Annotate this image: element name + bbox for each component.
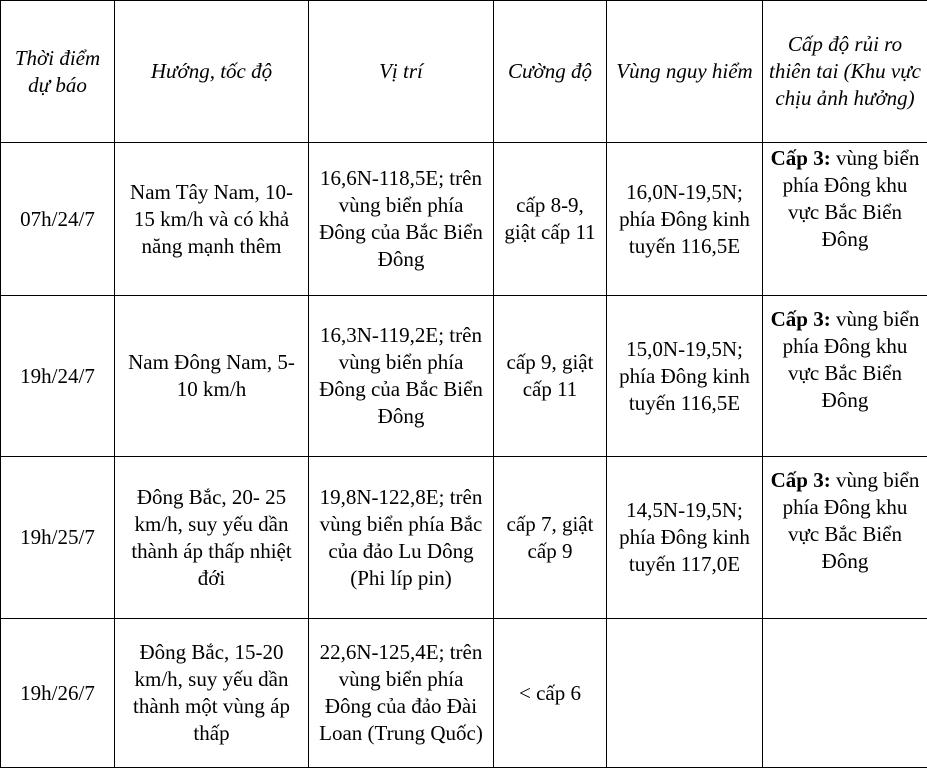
- risk-text: vùng biển phía Đông khu vực Bắc Biển Đông: [783, 307, 920, 412]
- cell-time: 19h/24/7: [1, 296, 115, 457]
- table-row: [1, 143, 927, 296]
- cell-risk-level: [763, 457, 927, 619]
- risk-text: vùng biển phía Đông khu vực Bắc Biển Đông: [783, 468, 920, 573]
- cell-risk-level: [763, 296, 927, 457]
- header-risk-level: Cấp độ rủi ro thiên tai (Khu vực chịu ảnh hưởng): [763, 1, 927, 143]
- header-time: Thời điểm dự báo: [1, 1, 115, 143]
- header-intensity: Cường độ: [494, 1, 607, 143]
- table-row: [1, 296, 927, 457]
- cell-intensity: cấp 9, giật cấp 11: [494, 296, 607, 457]
- cell-direction: Nam Tây Nam, 10-15 km/h và có khả năng mạnh thêm: [115, 143, 309, 296]
- cell-time: 07h/24/7: [1, 143, 115, 296]
- cell-danger-zone: 16,0N-19,5N; phía Đông kinh tuyến 116,5E: [607, 143, 763, 296]
- risk-label: Cấp 3:: [771, 146, 831, 170]
- cell-position: 16,3N-119,2E; trên vùng biển phía Đông của Bắc Biển Đông: [309, 296, 494, 457]
- cell-risk-level: [763, 619, 927, 768]
- cell-position: 19,8N-122,8E; trên vùng biển phía Bắc của đảo Lu Dông (Phi líp pin): [309, 457, 494, 619]
- header-row: [1, 1, 927, 143]
- cell-danger-zone: [607, 619, 763, 768]
- table-row: [1, 457, 927, 619]
- cell-intensity: cấp 8-9, giật cấp 11: [494, 143, 607, 296]
- header-position: Vị trí: [309, 1, 494, 143]
- header-direction: Hướng, tốc độ: [115, 1, 309, 143]
- cell-position: 22,6N-125,4E; trên vùng biển phía Đông của đảo Đài Loan (Trung Quốc): [309, 619, 494, 768]
- cell-direction: Nam Đông Nam, 5-10 km/h: [115, 296, 309, 457]
- cell-risk-level: [763, 143, 927, 296]
- cell-direction: Đông Bắc, 15-20 km/h, suy yếu dần thành một vùng áp thấp: [115, 619, 309, 768]
- cell-intensity: < cấp 6: [494, 619, 607, 768]
- cell-danger-zone: 14,5N-19,5N; phía Đông kinh tuyến 117,0E: [607, 457, 763, 619]
- cell-time: 19h/25/7: [1, 457, 115, 619]
- cell-position: 16,6N-118,5E; trên vùng biển phía Đông của Bắc Biển Đông: [309, 143, 494, 296]
- cell-danger-zone: 15,0N-19,5N; phía Đông kinh tuyến 116,5E: [607, 296, 763, 457]
- table-row: [1, 619, 927, 768]
- risk-label: Cấp 3:: [771, 468, 831, 492]
- header-danger-zone: Vùng nguy hiểm: [607, 1, 763, 143]
- cell-intensity: cấp 7, giật cấp 9: [494, 457, 607, 619]
- cell-direction: Đông Bắc, 20- 25 km/h, suy yếu dần thành áp thấp nhiệt đới: [115, 457, 309, 619]
- risk-label: Cấp 3:: [771, 307, 831, 331]
- risk-text: vùng biển phía Đông khu vực Bắc Biển Đông: [783, 146, 920, 251]
- cell-time: 19h/26/7: [1, 619, 115, 768]
